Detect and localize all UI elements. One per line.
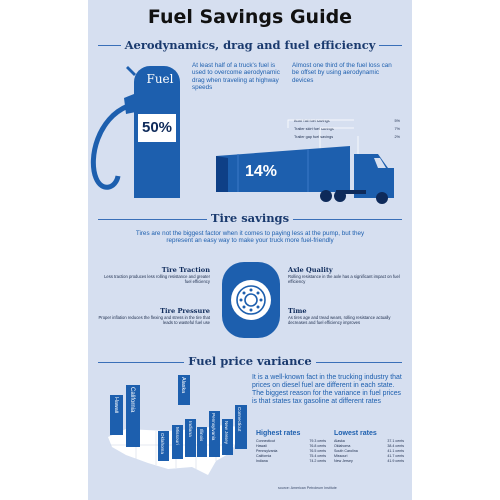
state-pillar [158,431,169,461]
tire-pressure-text: Proper inflation reduces the flexing and stress in the tire that leads to wasteful fuel use [98,315,210,326]
state-cell: South Carolina [334,449,358,453]
state-pillar [126,385,140,447]
rate-cell: 79.3 cents [309,439,326,443]
tire-time-heading: Time [288,307,307,315]
rate-cell: 41.9 cents [387,459,404,463]
tire-pressure-heading: Tire Pressure [160,307,210,315]
state-cell: Connecticut [256,439,275,443]
state-label: Oklahoma [160,433,165,454]
rate-cell: 38.4 cents [387,444,404,448]
state-cell: Missouri [334,454,348,458]
tire-time-text: As tires age and tread wears, rolling resistance actually decreases and fuel efficiency improves [288,315,391,326]
rate-cell: 37.1 cents [387,439,404,443]
state-label: Indiana [187,421,192,437]
state-pillar [209,411,220,457]
state-cell: New Jersey [334,459,353,463]
tire-pressure-block [98,307,210,325]
state-pillar [185,419,196,457]
device-value: 7% [394,127,400,131]
state-cell: California [256,454,272,458]
rate-cell: 41.1 cents [387,449,404,453]
source-note: source: American Petroleum Institute [278,486,337,490]
aero-text-left: At least half of a truck's fuel is used to overcome aerodynamic drag when traveling at highway speeds [192,62,280,92]
state-label: California [129,387,135,413]
rate-cell: 76.5 cents [309,449,326,453]
device-value: 5% [394,119,400,123]
device-label: Boat Tail fuel savings [294,119,330,123]
state-pillar [110,395,123,435]
price-text: It is a well-known fact in the trucking industry that prices on diesel fuel are different in each state. The biggest reason for the variance in fuel prices is that states tax gasoline at different rates [252,374,402,405]
tire-intro: Tires are not the biggest factor when it comes to paying less at the pump, but they represent an easy way to make your truck more fuel-friendly [135,230,365,245]
aero-text-right: Almost one third of the fuel loss can be offset by using aerodynamic devices [292,62,392,84]
tire-traction-heading: Tire Traction [161,266,210,274]
lowest-rates-heading: Lowest rates [334,430,377,437]
section-title-tire: Tire savings [207,211,293,225]
axle-quality-block [288,266,402,284]
device-label: Trailer gap fuel savings [294,135,334,139]
state-pillar [172,425,183,459]
lowest-rates-table [334,430,404,464]
state-label: New Jersey [224,421,229,444]
state-pillar [178,375,190,405]
tire-time-block [288,307,402,325]
section-title-price: Fuel price variance [184,354,316,368]
truck-percent: 14% [244,163,278,180]
rate-cell: 74.2 cents [309,459,326,463]
state-pillar [222,419,233,455]
rate-cell: 76.8 cents [309,444,326,448]
page-title: Fuel Savings Guide [147,6,353,28]
axle-quality-text: Rolling resistance in the axle has a significant impact on fuel efficiency [288,274,400,285]
state-label: Alaska [180,377,186,394]
state-cell: Alaska [334,439,345,443]
tire-icon [218,262,284,338]
state-cell: Indiana [256,459,268,463]
device-value: 2% [394,135,400,139]
state-label: Missouri [174,427,179,445]
state-cell: Hawaii [256,444,267,448]
tire-traction-block [98,266,210,284]
state-label: Connecticut [237,407,242,432]
section-title-aero: Aerodynamics, drag and fuel efficiency [121,38,380,52]
pump-label: Fuel [146,72,174,86]
axle-quality-heading: Axle Quality [288,266,333,274]
state-pillar [235,405,247,449]
state-cell: Oklahoma [334,444,351,448]
state-label: Hawaii [113,397,119,414]
state-label: Pennsylvania [211,413,216,441]
state-pillars [96,375,248,487]
infographic-poster [88,0,412,500]
highest-rates-heading: Highest rates [256,430,301,437]
table-row [256,459,326,464]
rate-cell: 75.4 cents [309,454,326,458]
state-pillar [197,427,207,457]
table-row [334,459,404,464]
rate-cell: 41.7 cents [387,454,404,458]
state-label: Illinois [199,429,204,442]
highest-rates-table [256,430,326,464]
device-label: Trailer skirt fuel savings [294,127,334,131]
tire-traction-text: Less traction produces less rolling resistance and greater fuel efficiency [104,274,210,285]
pump-percent: 50% [141,119,173,136]
state-cell: Pennsylvania [256,449,278,453]
